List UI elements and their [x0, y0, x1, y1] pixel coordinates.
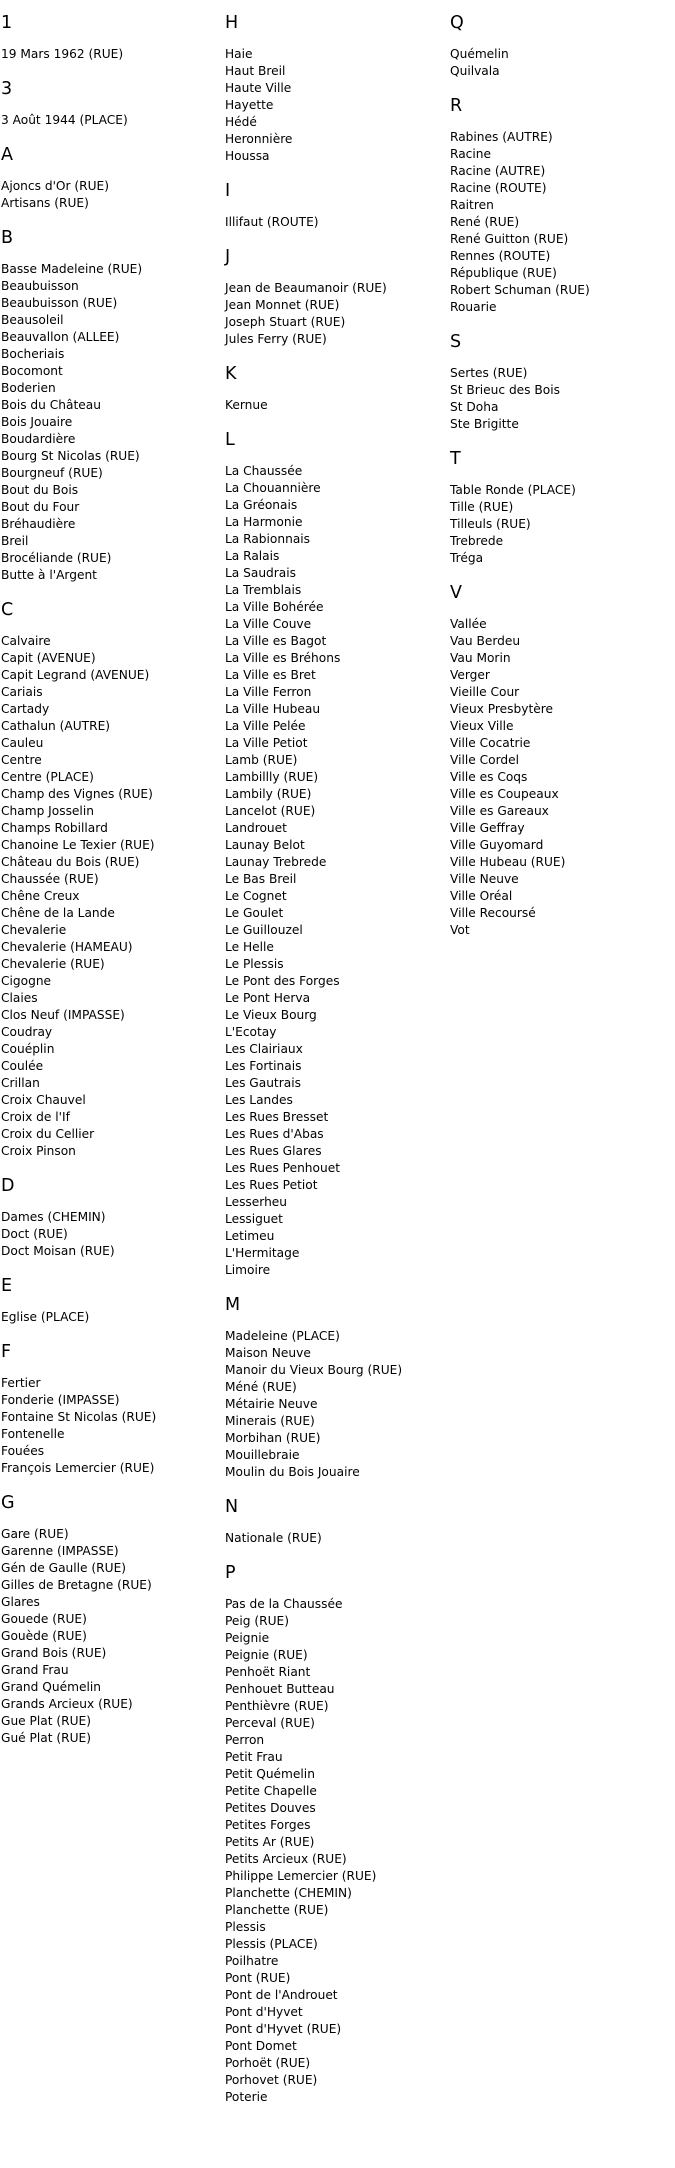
street-name: Beausoleil	[1, 313, 64, 327]
letter-section	[1, 1342, 221, 1477]
street-name: Chanoine Le Texier (RUE)	[1, 838, 155, 852]
street-list	[450, 46, 670, 80]
section-letter-heading: H	[225, 13, 239, 33]
street-name: Cauleu	[1, 736, 44, 750]
street-name: Ville Guyomard	[450, 838, 544, 852]
street-list	[1, 46, 221, 63]
street-name: Le Goulet	[225, 906, 284, 920]
street-name: Basse Madeleine (RUE)	[1, 262, 143, 276]
street-name: Maison Neuve	[225, 1346, 311, 1360]
street-name: La Saudrais	[225, 566, 297, 580]
street-name: Boudardière	[1, 432, 76, 446]
letter-section	[225, 1295, 445, 1481]
street-name: Beaubuisson	[1, 279, 79, 293]
street-list	[1, 1526, 221, 1747]
street-name: Hédé	[225, 115, 257, 129]
section-letter-heading: 3	[1, 79, 13, 99]
street-name: Le Vieux Bourg	[225, 1008, 317, 1022]
street-name: Mouillebraie	[225, 1448, 300, 1462]
street-name: Planchette (RUE)	[225, 1903, 329, 1917]
section-letter-heading: F	[1, 1342, 12, 1362]
section-letter-heading: A	[1, 145, 13, 165]
street-name: Chevalerie (HAMEAU)	[1, 940, 133, 954]
street-name: 19 Mars 1962 (RUE)	[1, 47, 124, 61]
letter-section	[450, 13, 670, 80]
street-list	[225, 1530, 445, 1547]
letter-section	[1, 600, 221, 1160]
street-name: Beauvallon (ALLEE)	[1, 330, 120, 344]
section-letter-heading: N	[225, 1497, 239, 1517]
street-name: Quémelin	[450, 47, 509, 61]
street-name: Jean Monnet (RUE)	[225, 298, 340, 312]
street-name: Vau Morin	[450, 651, 511, 665]
street-name: Ste Brigitte	[450, 417, 519, 431]
letter-section	[225, 1563, 445, 2106]
street-name: Brocéliande (RUE)	[1, 551, 112, 565]
street-name: Ville Cocatrie	[450, 736, 531, 750]
street-name: L'Hermitage	[225, 1246, 300, 1260]
street-name: Houssa	[225, 149, 270, 163]
letter-section	[1, 1276, 221, 1326]
street-name: Cartady	[1, 702, 50, 716]
street-name: Fontenelle	[1, 1427, 65, 1441]
street-name: Cigogne	[1, 974, 52, 988]
street-name: Launay Belot	[225, 838, 305, 852]
section-letter-heading: B	[1, 228, 14, 248]
street-name: St Doha	[450, 400, 499, 414]
street-name: La Ville Petiot	[225, 736, 308, 750]
street-list	[225, 1596, 445, 2106]
section-letter-heading: R	[450, 96, 463, 116]
street-name: St Brieuc des Bois	[450, 383, 560, 397]
letter-section	[450, 583, 670, 939]
street-name: Chêne Creux	[1, 889, 80, 903]
street-list	[1, 1375, 221, 1477]
street-name: Verger	[450, 668, 490, 682]
street-name: Joseph Stuart (RUE)	[225, 315, 346, 329]
street-name: Fertier	[1, 1376, 41, 1390]
street-name: Champ Josselin	[1, 804, 94, 818]
street-name: Les Gautrais	[225, 1076, 301, 1090]
index-column-3	[450, 13, 670, 955]
street-name: Cariais	[1, 685, 43, 699]
street-name: République (RUE)	[450, 266, 557, 280]
street-name: Bourgneuf (RUE)	[1, 466, 103, 480]
street-name: Table Ronde (PLACE)	[450, 483, 576, 497]
street-name: Lancelot (RUE)	[225, 804, 316, 818]
index-column-2	[225, 13, 445, 2122]
street-name: Champs Robillard	[1, 821, 108, 835]
street-name: Les Rues Petiot	[225, 1178, 318, 1192]
street-name: Trebrede	[450, 534, 504, 548]
street-name: Morbihan (RUE)	[225, 1431, 321, 1445]
letter-section	[225, 247, 445, 348]
street-name: Clos Neuf (IMPASSE)	[1, 1008, 125, 1022]
street-name: Ville es Gareaux	[450, 804, 549, 818]
street-name: Kernue	[225, 398, 268, 412]
section-letter-heading: L	[225, 430, 235, 450]
letter-section	[450, 332, 670, 433]
letter-section	[225, 430, 445, 1279]
street-list	[1, 1309, 221, 1326]
street-name: Peignie	[225, 1631, 270, 1645]
street-name: Ville Neuve	[450, 872, 519, 886]
street-name: Vau Berdeu	[450, 634, 521, 648]
street-name: Lamb (RUE)	[225, 753, 298, 767]
street-name: Launay Trebrede	[225, 855, 327, 869]
street-name: Plessis	[225, 1920, 266, 1934]
street-name: Ajoncs d'Or (RUE)	[1, 179, 109, 193]
street-name: Rouarie	[450, 300, 497, 314]
street-name: Limoire	[225, 1263, 271, 1277]
section-letter-heading: J	[225, 247, 231, 267]
street-name: Garenne (IMPASSE)	[1, 1544, 119, 1558]
street-name: Penthièvre (RUE)	[225, 1699, 329, 1713]
street-name: Vallée	[450, 617, 487, 631]
street-name: Plessis (PLACE)	[225, 1937, 318, 1951]
street-name: Pas de la Chaussée	[225, 1597, 343, 1611]
street-list	[225, 1328, 445, 1481]
street-name: 3 Août 1944 (PLACE)	[1, 113, 128, 127]
street-list	[450, 482, 670, 567]
street-name: Métairie Neuve	[225, 1397, 318, 1411]
street-name: Centre	[1, 753, 42, 767]
street-list	[225, 280, 445, 348]
street-name: Haut Breil	[225, 64, 286, 78]
street-list	[1, 1209, 221, 1260]
street-name: La Ville Bohérée	[225, 600, 324, 614]
street-name: Perron	[225, 1733, 265, 1747]
street-name: Petits Ar (RUE)	[225, 1835, 315, 1849]
street-name: Philippe Lemercier (RUE)	[225, 1869, 377, 1883]
section-letter-heading: Q	[450, 13, 464, 33]
street-name: Porhoët (RUE)	[225, 2056, 311, 2070]
street-name: La Ville es Bagot	[225, 634, 327, 648]
street-name: La Ville es Bréhons	[225, 651, 341, 665]
street-name: Racine (AUTRE)	[450, 164, 546, 178]
section-letter-heading: D	[1, 1176, 15, 1196]
street-name: Sertes (RUE)	[450, 366, 528, 380]
street-name: Ville Recoursé	[450, 906, 536, 920]
street-name: Les Landes	[225, 1093, 293, 1107]
street-list	[1, 112, 221, 129]
street-name: Rennes (ROUTE)	[450, 249, 551, 263]
street-name: Vieille Cour	[450, 685, 520, 699]
section-letter-heading: G	[1, 1493, 15, 1513]
street-name: Ville es Coqs	[450, 770, 528, 784]
street-name: Pont d'Hyvet (RUE)	[225, 2022, 342, 2036]
street-name: François Lemercier (RUE)	[1, 1461, 155, 1475]
street-name: Minerais (RUE)	[225, 1414, 315, 1428]
street-name: Gare (RUE)	[1, 1527, 69, 1541]
section-letter-heading: I	[225, 181, 231, 201]
street-name: Tilleuls (RUE)	[450, 517, 531, 531]
street-name: Boderien	[1, 381, 56, 395]
street-name: Lambily (RUE)	[225, 787, 312, 801]
street-name: Letimeu	[225, 1229, 275, 1243]
section-letter-heading: C	[1, 600, 14, 620]
street-name: Cathalun (AUTRE)	[1, 719, 111, 733]
street-name: Lesserheu	[225, 1195, 288, 1209]
street-name: Racine (ROUTE)	[450, 181, 547, 195]
street-name: Bout du Four	[1, 500, 80, 514]
street-name: Gouède (RUE)	[1, 1629, 87, 1643]
street-name: Tréga	[450, 551, 484, 565]
street-name: Poilhatre	[225, 1954, 279, 1968]
street-name: Vot	[450, 923, 470, 937]
street-name: René Guitton (RUE)	[450, 232, 569, 246]
section-letter-heading: E	[1, 1276, 13, 1296]
street-name: Jules Ferry (RUE)	[225, 332, 327, 346]
street-name: Chaussée (RUE)	[1, 872, 99, 886]
street-name: Le Helle	[225, 940, 274, 954]
street-list	[1, 178, 221, 212]
street-name: Racine	[450, 147, 491, 161]
street-name: Heronnière	[225, 132, 293, 146]
street-name: Bocomont	[1, 364, 63, 378]
street-name: Ville es Coupeaux	[450, 787, 559, 801]
street-name: Grands Arcieux (RUE)	[1, 1697, 133, 1711]
street-name: Croix du Cellier	[1, 1127, 95, 1141]
street-name: Chevalerie (RUE)	[1, 957, 105, 971]
street-name: La Ville Pelée	[225, 719, 306, 733]
street-name: Bois Jouaire	[1, 415, 73, 429]
letter-section	[1, 13, 221, 63]
street-name: La Chaussée	[225, 464, 303, 478]
letter-section	[1, 79, 221, 129]
street-name: Les Rues Penhouet	[225, 1161, 340, 1175]
street-name: La Ville Couve	[225, 617, 312, 631]
street-name: Pont Domet	[225, 2039, 297, 2053]
street-name: La Rabionnais	[225, 532, 311, 546]
street-name: La Tremblais	[225, 583, 302, 597]
street-name: Grand Bois (RUE)	[1, 1646, 107, 1660]
street-name: Les Rues Glares	[225, 1144, 322, 1158]
section-letter-heading: V	[450, 583, 462, 603]
street-name: Petit Quémelin	[225, 1767, 315, 1781]
index-column-1	[1, 13, 221, 1763]
street-name: Rabines (AUTRE)	[450, 130, 553, 144]
street-name: Crillan	[1, 1076, 40, 1090]
street-name: Calvaire	[1, 634, 51, 648]
letter-section	[225, 181, 445, 231]
street-name: Croix Pinson	[1, 1144, 76, 1158]
street-name: Pont de l'Androuet	[225, 1988, 338, 2002]
street-name: Coudray	[1, 1025, 53, 1039]
street-name: Ville Oréal	[450, 889, 513, 903]
street-name: Fontaine St Nicolas (RUE)	[1, 1410, 157, 1424]
street-name: Madeleine (PLACE)	[225, 1329, 340, 1343]
street-name: Beaubuisson (RUE)	[1, 296, 118, 310]
street-name: Poterie	[225, 2090, 268, 2104]
section-letter-heading: M	[225, 1295, 241, 1315]
street-name: La Ville es Bret	[225, 668, 316, 682]
street-name: Penhoët Riant	[225, 1665, 311, 1679]
letter-section	[225, 364, 445, 414]
street-name: Centre (PLACE)	[1, 770, 94, 784]
section-letter-heading: 1	[1, 13, 13, 33]
street-name: La Ville Ferron	[225, 685, 312, 699]
letter-section	[1, 228, 221, 584]
street-name: Chevalerie	[1, 923, 67, 937]
street-name: Petit Frau	[225, 1750, 283, 1764]
street-name: Gué Plat (RUE)	[1, 1731, 91, 1745]
street-name: Breil	[1, 534, 29, 548]
letter-section	[1, 1176, 221, 1260]
letter-section	[450, 96, 670, 316]
street-name: Petites Douves	[225, 1801, 316, 1815]
street-name: Bocheriais	[1, 347, 65, 361]
street-name: Croix de l'If	[1, 1110, 70, 1124]
street-name: Le Pont Herva	[225, 991, 311, 1005]
street-name: Le Cognet	[225, 889, 287, 903]
street-name: Croix Chauvel	[1, 1093, 86, 1107]
street-name: Peig (RUE)	[225, 1614, 290, 1628]
street-name: Robert Schuman (RUE)	[450, 283, 590, 297]
letter-section	[450, 449, 670, 567]
street-name: Ville Cordel	[450, 753, 519, 767]
street-name: Château du Bois (RUE)	[1, 855, 140, 869]
street-name: Haute Ville	[225, 81, 292, 95]
street-list	[225, 46, 445, 165]
street-name: Dames (CHEMIN)	[1, 1210, 106, 1224]
street-name: Capit (AVENUE)	[1, 651, 96, 665]
street-name: Capit Legrand (AVENUE)	[1, 668, 150, 682]
street-name: Bout du Bois	[1, 483, 79, 497]
street-name: Hayette	[225, 98, 274, 112]
street-name: Les Rues d'Abas	[225, 1127, 324, 1141]
street-name: La Ville Hubeau	[225, 702, 321, 716]
street-list	[225, 214, 445, 231]
street-name: Pont d'Hyvet	[225, 2005, 303, 2019]
street-name: Ville Geffray	[450, 821, 525, 835]
street-name: Bois du Château	[1, 398, 101, 412]
street-name: Chêne de la Lande	[1, 906, 115, 920]
street-name: La Ralais	[225, 549, 280, 563]
street-name: Quilvala	[450, 64, 500, 78]
street-name: Gouede (RUE)	[1, 1612, 87, 1626]
street-name: Gén de Gaulle (RUE)	[1, 1561, 127, 1575]
street-name: L'Ecotay	[225, 1025, 277, 1039]
street-name: La Gréonais	[225, 498, 298, 512]
street-name: Petite Chapelle	[225, 1784, 317, 1798]
street-name: Manoir du Vieux Bourg (RUE)	[225, 1363, 403, 1377]
street-name: Butte à l'Argent	[1, 568, 97, 582]
street-name: Claies	[1, 991, 38, 1005]
street-name: Doct (RUE)	[1, 1227, 68, 1241]
street-name: Les Rues Bresset	[225, 1110, 329, 1124]
street-name: Bréhaudière	[1, 517, 76, 531]
street-name: La Chouannière	[225, 481, 321, 495]
street-name: Haie	[225, 47, 253, 61]
letter-section	[225, 13, 445, 165]
street-list	[1, 261, 221, 584]
street-name: Petits Arcieux (RUE)	[225, 1852, 347, 1866]
street-list	[225, 397, 445, 414]
street-name: Planchette (CHEMIN)	[225, 1886, 352, 1900]
street-name: Ville Hubeau (RUE)	[450, 855, 566, 869]
street-name: Gilles de Bretagne (RUE)	[1, 1578, 152, 1592]
street-name: Vieux Ville	[450, 719, 514, 733]
street-name: Le Guillouzel	[225, 923, 303, 937]
street-list	[450, 365, 670, 433]
street-name: Doct Moisan (RUE)	[1, 1244, 115, 1258]
street-name: Peignie (RUE)	[225, 1648, 308, 1662]
street-name: Illifaut (ROUTE)	[225, 215, 319, 229]
street-name: Artisans (RUE)	[1, 196, 89, 210]
street-name: Fouées	[1, 1444, 45, 1458]
street-name: Eglise (PLACE)	[1, 1310, 90, 1324]
street-name: Nationale (RUE)	[225, 1531, 322, 1545]
street-name: Petites Forges	[225, 1818, 311, 1832]
street-name: Les Clairiaux	[225, 1042, 303, 1056]
street-name: Bourg St Nicolas (RUE)	[1, 449, 140, 463]
street-name: Penhouet Butteau	[225, 1682, 335, 1696]
street-name: Couéplin	[1, 1042, 55, 1056]
street-name: Coulée	[1, 1059, 44, 1073]
street-name: Le Pont des Forges	[225, 974, 340, 988]
street-name: La Harmonie	[225, 515, 303, 529]
street-name: Gue Plat (RUE)	[1, 1714, 91, 1728]
section-letter-heading: S	[450, 332, 462, 352]
street-name: Lessiguet	[225, 1212, 283, 1226]
street-name: Tille (RUE)	[450, 500, 514, 514]
street-name: Glares	[1, 1595, 40, 1609]
street-list	[450, 129, 670, 316]
section-letter-heading: P	[225, 1563, 236, 1583]
street-name: Landrouet	[225, 821, 287, 835]
street-name: Raitren	[450, 198, 494, 212]
street-list	[1, 633, 221, 1160]
street-name: Porhovet (RUE)	[225, 2073, 318, 2087]
street-name: Lambillly (RUE)	[225, 770, 319, 784]
street-name: Moulin du Bois Jouaire	[225, 1465, 360, 1479]
street-name: René (RUE)	[450, 215, 520, 229]
street-list	[450, 616, 670, 939]
section-letter-heading: K	[225, 364, 237, 384]
street-list	[225, 463, 445, 1279]
street-name: Méné (RUE)	[225, 1380, 297, 1394]
street-name: Grand Quémelin	[1, 1680, 101, 1694]
street-name: Grand Frau	[1, 1663, 69, 1677]
street-name: Les Fortinais	[225, 1059, 302, 1073]
street-name: Le Plessis	[225, 957, 284, 971]
letter-section	[1, 1493, 221, 1747]
street-name: Pont (RUE)	[225, 1971, 291, 1985]
street-name: Jean de Beaumanoir (RUE)	[225, 281, 387, 295]
letter-section	[225, 1497, 445, 1547]
street-name: Champ des Vignes (RUE)	[1, 787, 153, 801]
street-name: Fonderie (IMPASSE)	[1, 1393, 120, 1407]
section-letter-heading: T	[450, 449, 461, 469]
street-name: Perceval (RUE)	[225, 1716, 315, 1730]
street-name: Vieux Presbytère	[450, 702, 553, 716]
street-name: Le Bas Breil	[225, 872, 297, 886]
letter-section	[1, 145, 221, 212]
